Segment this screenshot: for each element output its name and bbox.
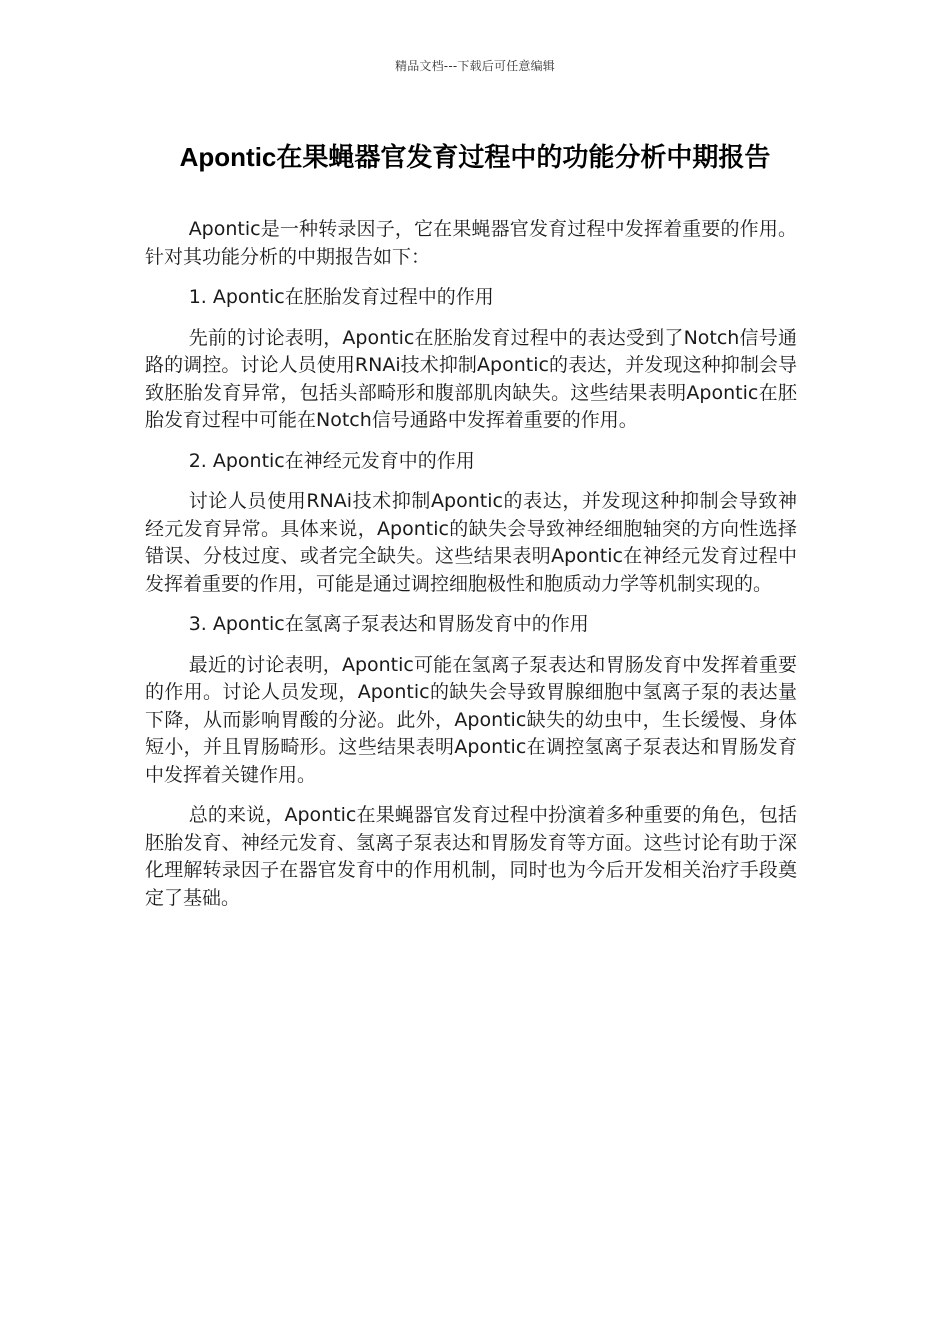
document-title: Apontic在果蝇器官发育过程中的功能分析中期报告	[179, 142, 771, 172]
header-note: 精品文档---下载后可任意编辑	[395, 59, 555, 73]
section-heading-neuron: 2. Apontic在神经元发育中的作用	[188, 449, 475, 472]
section-paragraph-embryo: 先前的讨论表明，Apontic在胚胎发育过程中的表达受到了Notch信号通路的调控。讨论人员使用RNAi技术抑制Apontic的表达，并发现这种抑制会导致胚胎发育异常，包括头部畸形和腹部肌肉缺失。这些结果表明Apontic在胚胎发育过程中可能在Notch信号通路中发挥着重要的作用。	[145, 326, 797, 431]
section-paragraph-proton-pump: 最近的讨论表明，Apontic可能在氢离子泵表达和胃肠发育中发挥着重要的作用。讨论人员发现，Apontic的缺失会导致胃腺细胞中氢离子泵的表达量下降，从而影响胃酸的分泌。此外，Apontic缺失的幼虫中，生长缓慢、身体短小，并且胃肠畸形。这些结果表明Apontic在调控氢离子泵表达和胃肠发育中发挥着关键作用。	[145, 653, 797, 786]
document-body	[145, 216, 797, 925]
conclusion-paragraph: 总的来说，Apontic在果蝇器官发育过程中扮演着多种重要的角色，包括胚胎发育、神经元发育、氢离子泵表达和胃肠发育等方面。这些讨论有助于深化理解转录因子在器官发育中的作用机制，同时也为今后开发相关治疗手段奠定了基础。	[145, 804, 797, 909]
intro-paragraph: Apontic是一种转录因子，它在果蝇器官发育过程中发挥着重要的作用。针对其功能分析的中期报告如下：	[145, 218, 797, 268]
section-heading-proton-pump: 3. Apontic在氢离子泵表达和胃肠发育中的作用	[188, 613, 589, 635]
section-paragraph-neuron: 讨论人员使用RNAi技术抑制Apontic的表达，并发现这种抑制会导致神经元发育异常。具体来说，Apontic的缺失会导致神经细胞轴突的方向性选择错误、分枝过度、或者完全缺失。这些结果表明Apontic在神经元发育过程中发挥着重要的作用，可能是通过调控细胞极性和胞质动力学等机制实现的。	[145, 490, 797, 595]
section-heading-embryo: 1. Apontic在胚胎发育过程中的作用	[188, 286, 494, 308]
